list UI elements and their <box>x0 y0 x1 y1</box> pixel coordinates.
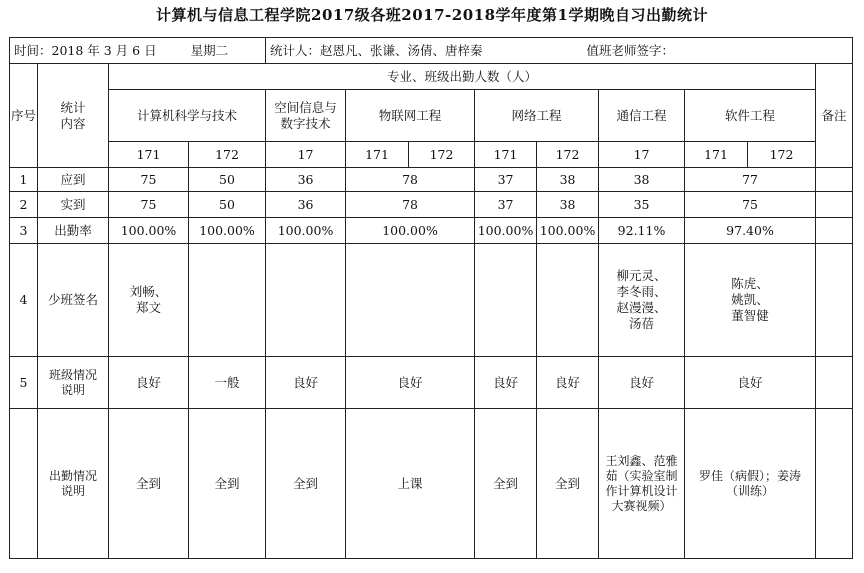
data-cell: 37 <box>475 192 537 218</box>
header-remark <box>816 64 853 168</box>
info-row <box>10 38 853 64</box>
data-cell: 38 <box>537 192 599 218</box>
info-counters-cell <box>266 38 853 64</box>
data-cell: 50 <box>189 168 266 192</box>
class-cell: 172 <box>748 142 816 168</box>
remark-cell <box>816 192 853 218</box>
header-row-majors <box>10 90 853 142</box>
data-cell: 35 <box>599 192 685 218</box>
data-cell: 全到 <box>537 409 599 559</box>
data-cell: 78 <box>346 168 475 192</box>
class-cell: 171 <box>685 142 748 168</box>
major-software <box>685 90 816 142</box>
row-number <box>10 409 38 559</box>
data-cell <box>266 244 346 357</box>
data-cell: 上课 <box>346 409 475 559</box>
counters-text: 统计人：赵恩凡、张谦、汤倩、唐梓秦 <box>270 42 483 58</box>
row-label: 实到 <box>38 192 109 218</box>
data-cell: 罗佳（病假）；姜涛 （训练） <box>685 409 816 559</box>
row-number: 2 <box>10 192 38 218</box>
row-label: 出勤情况 说明 <box>38 409 109 559</box>
data-cell <box>475 244 537 357</box>
row-label: 少班签名 <box>38 244 109 357</box>
header-row-classes <box>10 142 853 168</box>
table-row <box>10 409 853 559</box>
row-number: 1 <box>10 168 38 192</box>
header-remark-text: 备注 <box>821 107 847 123</box>
table-row <box>10 357 853 409</box>
data-cell: 50 <box>189 192 266 218</box>
data-cell: 38 <box>599 168 685 192</box>
weekday-text: 星期二 <box>190 42 229 58</box>
data-cell: 75 <box>685 192 816 218</box>
class-cell: 171 <box>109 142 189 168</box>
class-cell: 17 <box>266 142 346 168</box>
major-spatial <box>266 90 346 142</box>
major-network-text: 网络工程 <box>511 107 562 123</box>
data-cell: 77 <box>685 168 816 192</box>
major-cs-text: 计算机科学与技术 <box>137 107 238 123</box>
header-seq <box>10 64 38 168</box>
remark-cell <box>816 168 853 192</box>
header-stat-content-text: 统计 内容 <box>60 99 86 131</box>
remark-cell <box>816 218 853 244</box>
data-cell: 一般 <box>189 357 266 409</box>
data-cell: 37 <box>475 168 537 192</box>
data-cell <box>537 244 599 357</box>
class-cell: 17 <box>599 142 685 168</box>
class-cell: 171 <box>475 142 537 168</box>
data-cell: 100.00% <box>475 218 537 244</box>
major-iot-text: 物联网工程 <box>378 107 442 123</box>
row-label: 班级情况 说明 <box>38 357 109 409</box>
row-number: 3 <box>10 218 38 244</box>
data-cell: 全到 <box>266 409 346 559</box>
data-cell: 97.40% <box>685 218 816 244</box>
data-cell: 良好 <box>475 357 537 409</box>
data-cell: 全到 <box>109 409 189 559</box>
table-row <box>10 168 853 192</box>
data-cell: 良好 <box>537 357 599 409</box>
data-cell: 王刘鑫、范雅 茹（实验室制 作计算机设计 大赛视频） <box>599 409 685 559</box>
data-cell: 良好 <box>109 357 189 409</box>
major-telecom <box>599 90 685 142</box>
row-label: 应到 <box>38 168 109 192</box>
data-cell: 36 <box>266 168 346 192</box>
class-cell: 172 <box>409 142 475 168</box>
header-group-title <box>109 64 816 90</box>
date-text: 时间：2018 年 3 月 6 日 <box>14 42 157 58</box>
data-cell: 78 <box>346 192 475 218</box>
major-spatial-text: 空间信息与 数字技术 <box>274 99 337 131</box>
data-cell: 全到 <box>475 409 537 559</box>
major-software-text: 软件工程 <box>725 107 776 123</box>
class-cell: 172 <box>537 142 599 168</box>
major-telecom-text: 通信工程 <box>616 107 667 123</box>
attendance-table <box>9 37 853 559</box>
major-network <box>475 90 599 142</box>
table-row <box>10 218 853 244</box>
remark-cell <box>816 357 853 409</box>
table-row <box>10 244 853 357</box>
data-cell: 柳元灵、 李冬雨、 赵漫漫、 汤蓓 <box>599 244 685 357</box>
data-cell: 良好 <box>346 357 475 409</box>
data-cell: 36 <box>266 192 346 218</box>
header-group-title-text: 专业、班级出勤人数（人） <box>387 68 538 84</box>
data-cell: 92.11% <box>599 218 685 244</box>
header-stat-content <box>38 64 109 168</box>
header-seq-text: 序号 <box>10 107 36 123</box>
header-row-1 <box>10 64 853 90</box>
major-iot <box>346 90 475 142</box>
table-row <box>10 192 853 218</box>
data-cell: 100.00% <box>109 218 189 244</box>
class-cell: 171 <box>346 142 409 168</box>
row-number: 4 <box>10 244 38 357</box>
data-cell: 100.00% <box>346 218 475 244</box>
data-cell: 75 <box>109 192 189 218</box>
major-cs <box>109 90 266 142</box>
row-label: 出勤率 <box>38 218 109 244</box>
data-cell: 100.00% <box>266 218 346 244</box>
data-cell <box>189 244 266 357</box>
data-cell: 良好 <box>599 357 685 409</box>
page-title: 计算机与信息工程学院2017级各班2017-2018学年度第1学期晚自习出勤统计 <box>156 6 708 24</box>
data-cell: 良好 <box>266 357 346 409</box>
teacher-sign-text: 值班老师签字： <box>586 42 675 58</box>
row-number: 5 <box>10 357 38 409</box>
remark-cell <box>816 244 853 357</box>
data-cell: 75 <box>109 168 189 192</box>
data-cell: 良好 <box>685 357 816 409</box>
data-cell: 100.00% <box>189 218 266 244</box>
data-cell: 陈虎、 姚凯、 董智健 <box>685 244 816 357</box>
data-cell: 刘畅、 郑文 <box>109 244 189 357</box>
remark-cell <box>816 409 853 559</box>
class-cell: 172 <box>189 142 266 168</box>
data-cell: 100.00% <box>537 218 599 244</box>
data-cell: 全到 <box>189 409 266 559</box>
data-cell <box>346 244 475 357</box>
info-date-cell <box>10 38 266 64</box>
data-cell: 38 <box>537 168 599 192</box>
